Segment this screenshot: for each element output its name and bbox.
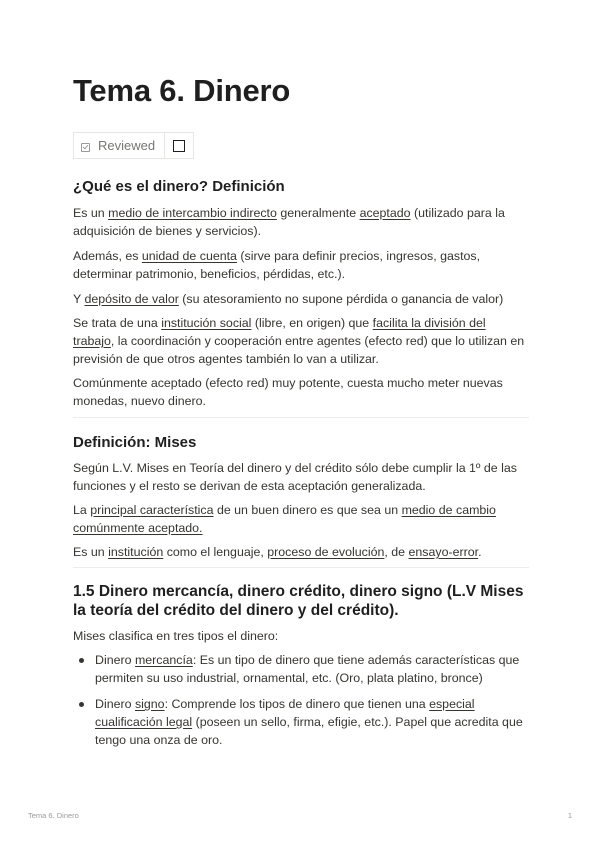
text: , de <box>384 545 409 559</box>
underlined-text: unidad de cuenta <box>141 249 237 263</box>
paragraph: Mises clasifica en tres tipos el dinero: <box>73 629 279 643</box>
text: Además, es <box>73 249 142 263</box>
property-label <box>74 133 165 158</box>
underlined-text: institución social <box>161 316 252 330</box>
underlined-text: institución <box>108 545 164 559</box>
underlined-text: principal característica <box>90 503 214 517</box>
page-title: Tema 6. Dinero <box>73 73 291 108</box>
text: (libre, en origen) que <box>251 316 373 330</box>
paragraph <box>73 543 529 561</box>
underlined-text: depósito de valor <box>84 292 179 306</box>
paragraph <box>73 314 529 368</box>
text: (su atesoramiento no supone pérdida o ganancia de valor) <box>178 292 504 306</box>
text: de un buen dinero es que sea un <box>213 503 402 517</box>
money-types-list <box>73 651 529 749</box>
underlined-text: facilita la división del trabajo <box>73 316 486 348</box>
reviewed-checkbox[interactable] <box>173 140 185 152</box>
text: Es un <box>73 545 109 559</box>
text: . <box>478 545 482 559</box>
underlined-text: medio de intercambio indirecto <box>108 206 277 220</box>
document-page <box>73 70 529 749</box>
text: Dinero <box>95 697 135 711</box>
property-reviewed <box>73 132 194 159</box>
text: Dinero <box>95 653 135 667</box>
property-label-text: Reviewed <box>98 138 156 153</box>
section-heading-definicion: ¿Qué es el dinero? Definición <box>73 178 285 195</box>
property-value[interactable] <box>165 133 193 158</box>
text: (poseen un sello, firma, efigie, etc.). Papel que acredita que tengo una onza de oro. <box>95 715 523 747</box>
underlined-text: especial cualificación legal <box>95 697 475 729</box>
text: generalmente <box>276 206 360 220</box>
text: Y <box>73 292 85 306</box>
text: : Comprende los tipos de dinero que tienen una <box>164 697 430 711</box>
paragraph <box>73 290 529 308</box>
text: (sirve para definir precios, ingresos, gastos, determinar patrimonio, beneficios, pérdidas, etc.). <box>73 249 481 281</box>
paragraph: Comúnmente aceptado (efecto red) muy potente, cuesta mucho meter nuevas monedas, nuevo dinero. <box>73 376 503 408</box>
paragraph: Según L.V. Mises en Teoría del dinero y del crédito sólo debe cumplir la 1º de las funciones y el resto se derivan de esta aceptación generalizada. <box>73 461 517 493</box>
underlined-text: aceptado <box>359 206 411 220</box>
paragraph <box>73 204 529 240</box>
list-item <box>73 651 529 687</box>
list-item <box>73 695 529 749</box>
footer-page-number: 1 <box>567 811 572 820</box>
checkbox-property-icon <box>81 143 90 152</box>
text: como el lenguaje, <box>163 545 268 559</box>
divider <box>73 567 529 568</box>
footer-title: Tema 6. Dinero <box>28 811 79 820</box>
section-heading-mises: Definición: Mises <box>73 434 197 451</box>
section-heading-tipos-dinero: 1.5 Dinero mercancía, dinero crédito, dinero signo (L.V Mises la teoría del crédito del dinero y del crédito). <box>73 583 524 619</box>
text: (utilizado para la adquisición de bienes y servicios). <box>73 206 505 238</box>
text: , la coordinación y cooperación entre agentes (efecto red) que lo utilizan en previsión de que otros agentes también lo van a utilizar. <box>73 334 525 366</box>
text: La <box>73 503 91 517</box>
text: : Es un tipo de dinero que tiene además características que permiten su uso industrial, ornamental, etc. (Oro, plata platino, bronce) <box>95 653 520 685</box>
paragraph <box>73 247 529 283</box>
divider <box>73 417 529 418</box>
underlined-text: ensayo-error <box>408 545 479 559</box>
paragraph <box>73 501 529 537</box>
text: Se trata de una <box>73 316 162 330</box>
underlined-text: mercancía <box>134 653 193 667</box>
underlined-text: proceso de evolución <box>267 545 385 559</box>
text: Es un <box>73 206 109 220</box>
underlined-text: medio de cambio comúnmente aceptado. <box>73 503 496 535</box>
underlined-text: signo <box>134 697 165 711</box>
